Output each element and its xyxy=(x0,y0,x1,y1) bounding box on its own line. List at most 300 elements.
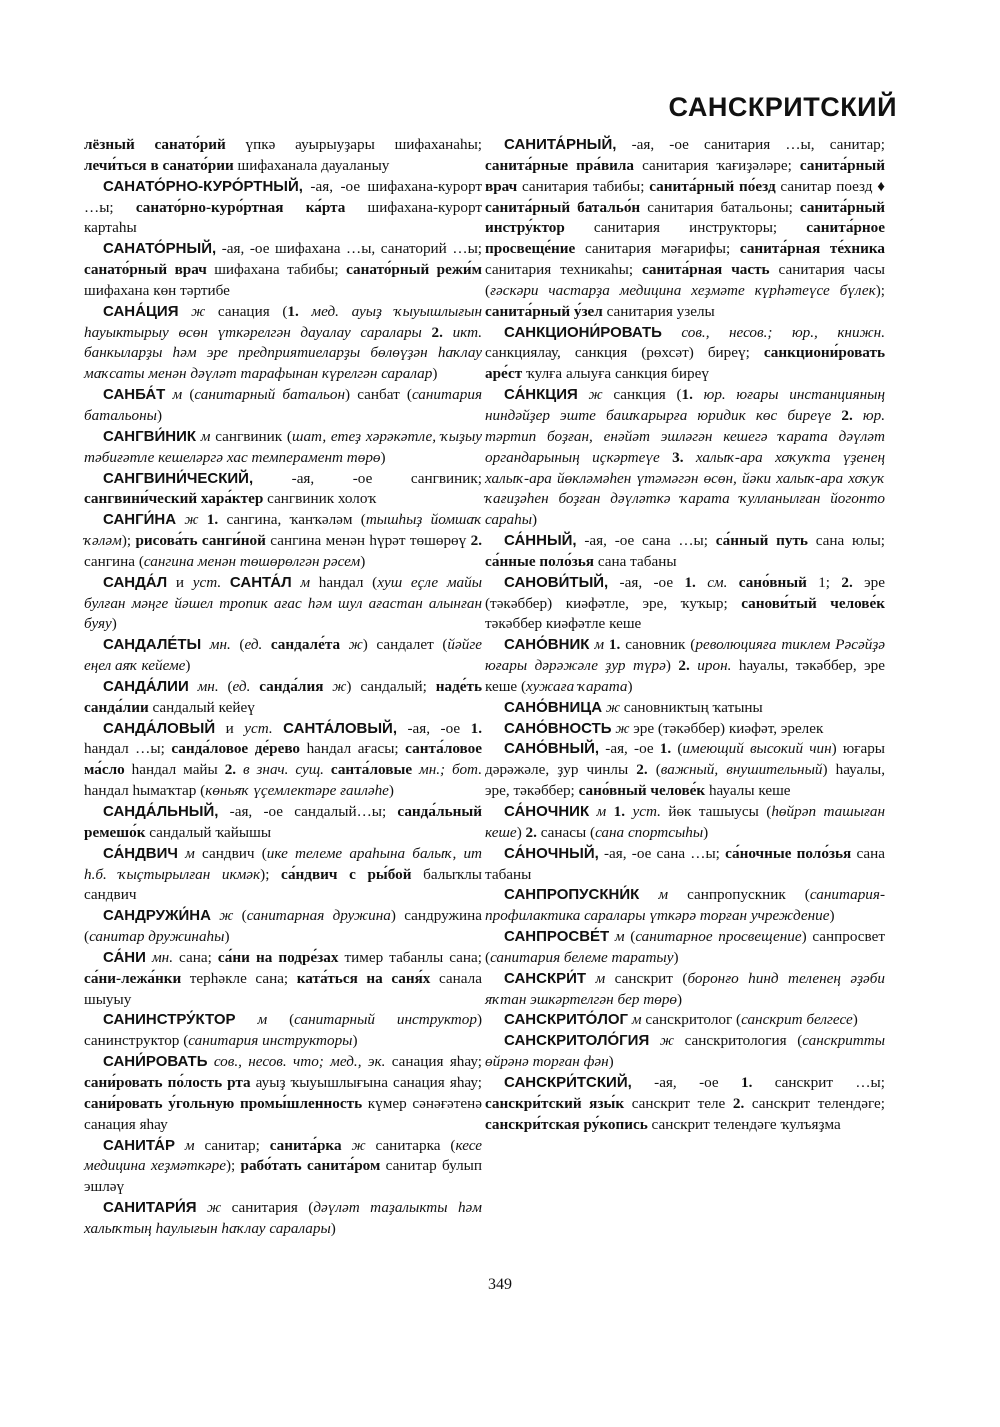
entry-text: шифахана табибы; xyxy=(206,261,347,279)
headword: САНИТА́Р xyxy=(103,1136,175,1154)
italic-note: санитарный инструктор xyxy=(294,1011,477,1029)
entry-text xyxy=(412,761,419,778)
dictionary-entry xyxy=(84,510,482,573)
headword: СА́ННЫЙ, xyxy=(504,532,577,550)
entry-text: сановниктың ҡатыны xyxy=(619,698,763,716)
italic-note: ике телеме араһына балыҡ, ит һ.б. ҡыҫтырылған икмәк xyxy=(84,844,482,883)
entry-text xyxy=(443,324,453,341)
entry-text: санитария мәғарифы; xyxy=(575,240,740,258)
headword: САНТА́ЛОВЫЙ, xyxy=(283,719,397,737)
example-phrase: 2. xyxy=(732,1094,745,1112)
entry-text: ) xyxy=(352,1032,358,1050)
headword: СА́НОЧНЫЙ, xyxy=(504,844,599,862)
italic-note: юр. юғары инстанцияның ниндәйҙер эште башҡарырға юридик көс биреүе xyxy=(485,386,885,424)
entry-text: и xyxy=(215,719,245,737)
entry-text: санитар; xyxy=(194,1136,270,1154)
dictionary-entry xyxy=(84,1136,482,1199)
italic-note: шат, етеҙ хәрәкәтле, ҡыҙыу тәбиғәтле кешеләргә хас темперамент төрө xyxy=(84,427,483,466)
italic-note: дәүләт таҙалыкты һәм халыҡтың һаулығын һаҡлау саралары xyxy=(84,1199,482,1237)
example-phrase: 1. xyxy=(681,386,693,404)
italic-note: сов., несов. что; мед., эк. xyxy=(213,1053,386,1071)
dictionary-entry xyxy=(84,177,482,240)
headword: САНО́ВНОСТЬ xyxy=(504,719,612,737)
entry-text xyxy=(853,407,863,424)
entry-text: шифахана-курорт картаһы xyxy=(84,198,482,237)
entry-text xyxy=(445,761,452,778)
entry-text xyxy=(772,324,791,341)
entry-text: и xyxy=(167,573,193,591)
entry-text xyxy=(422,324,432,341)
entry-text: санитар булып эшләү xyxy=(84,1157,482,1196)
italic-note: һөйрәп ташыған кеше xyxy=(485,803,886,841)
italic-note: ед. xyxy=(244,636,263,654)
entry-text xyxy=(662,324,681,341)
headword: САНО́ВНЫЙ, xyxy=(504,740,600,758)
dictionary-entry xyxy=(84,239,482,302)
italic-note: ж xyxy=(332,677,347,695)
entry-text xyxy=(696,574,707,591)
entry-text: ) сандалет ( xyxy=(362,636,448,654)
headword: СА́НДВИЧ xyxy=(103,844,178,862)
entry-text: ( xyxy=(230,636,245,654)
entry-text: ( xyxy=(647,761,661,779)
entry-text: санпропускник ( xyxy=(668,886,810,904)
italic-note: м xyxy=(595,969,606,987)
headword: САНАТО́РНЫЙ, xyxy=(103,240,217,258)
italic-note: ж xyxy=(588,386,603,404)
entry-text: санитар поезд ♦ xyxy=(775,177,885,195)
page-number: 349 xyxy=(488,1276,512,1293)
entry-text: 1; xyxy=(806,573,842,591)
entry-text: -ая, -ое xyxy=(631,1073,741,1091)
entry-text: сангвиник ( xyxy=(210,427,292,445)
italic-note: уст. xyxy=(632,803,661,820)
example-phrase: са́ндвич с ры́бой xyxy=(281,865,412,883)
entry-text: санация яһау; xyxy=(385,1053,482,1071)
entry-text: сангина ( xyxy=(84,552,144,570)
example-phrase: ката́ться на саня́х xyxy=(296,969,431,987)
entry-text: һандал ағасы; xyxy=(300,740,406,758)
entry-text xyxy=(586,970,595,987)
dictionary-entry xyxy=(485,385,885,531)
italic-note: важный, внушительный xyxy=(660,761,823,779)
entry-text xyxy=(178,303,191,320)
italic-note: ж xyxy=(351,1136,366,1154)
italic-note: санитарная дружина xyxy=(246,907,391,925)
entry-text: ( xyxy=(233,907,247,925)
entry-text: ( xyxy=(182,386,195,404)
entry-text: санитария ( xyxy=(221,1199,314,1217)
headword: САНДА́ЛОВЫЙ xyxy=(103,719,216,737)
entry-text: ) xyxy=(380,448,386,466)
italic-note: мед. ауыҙ ҡыуышлығын һауыктырыу өсөн үткәрелгән дауалау саралары xyxy=(84,302,482,341)
headword: САНО́ВНИЦА xyxy=(504,698,603,716)
entry-text: ) xyxy=(516,823,526,841)
headword: САНАТО́РНО-КУРО́РТНЫЙ, xyxy=(103,177,303,195)
dictionary-entry xyxy=(485,135,885,323)
italic-note: ж xyxy=(605,698,620,716)
entry-text: һауалы, тәкәббер, эре кеше ( xyxy=(485,657,886,695)
entry-text xyxy=(693,386,704,403)
entry-text: сангина менән һүрәт төшөрөү xyxy=(265,532,471,550)
headword: СА́НКЦИЯ xyxy=(504,386,578,404)
italic-note: ирон. xyxy=(697,657,732,675)
headword: САНДА́ЛИИ xyxy=(103,677,189,695)
entry-text: санация ( xyxy=(205,302,288,320)
italic-note: икт. банкыларҙы һәм эре предприятиеларҙы бөлөүҙән һаҡлау маҡсаты менән дәүләт тарафынан күрелгән саралар xyxy=(84,323,483,383)
entry-text: һандал …ы; xyxy=(84,740,172,758)
dictionary-entry xyxy=(485,1073,885,1136)
entry-text xyxy=(299,303,312,320)
dictionary-entry xyxy=(84,1052,482,1135)
entry-text: ) xyxy=(852,1011,858,1029)
entry-text: сандвич ( xyxy=(194,844,267,862)
entry-text: сана табаны xyxy=(485,844,885,883)
entry-text: ) xyxy=(111,615,117,633)
example-phrase: лёзный санато́рий xyxy=(84,136,226,153)
entry-text: -ая, -ое xyxy=(599,740,660,758)
example-phrase: санскри́тская ру́копись xyxy=(485,1115,648,1133)
italic-note: м xyxy=(257,1011,268,1029)
dictionary-entry xyxy=(84,385,482,427)
entry-text: -ая, -ое сандалый…ы; xyxy=(218,803,398,820)
example-phrase: санта́ловые xyxy=(330,761,413,779)
italic-note: м xyxy=(184,1136,195,1154)
headword: САНДА́Л xyxy=(103,573,168,591)
entry-text: сановник ( xyxy=(620,636,696,654)
italic-note: м xyxy=(300,573,311,591)
italic-note: санскритты өйрәнә торған фән xyxy=(485,1032,885,1071)
italic-note: сангина менән төшөрөлгән рәсем xyxy=(143,552,361,570)
example-phrase: сангвини́ческий хара́ктер xyxy=(84,490,264,508)
dictionary-entry xyxy=(84,677,482,719)
italic-note: санитария-профилактика саралары үткәрә торған учреждение xyxy=(485,886,885,925)
headword: САНИНСТРУ́КТОР xyxy=(103,1011,236,1029)
example-phrase: сани́ровать по́лость рта xyxy=(84,1073,251,1091)
entry-text xyxy=(197,1199,207,1216)
example-phrase: санита́рный батальо́н xyxy=(485,198,641,216)
entry-text: ) xyxy=(360,552,366,570)
example-phrase: сани́ровать у́гольную промы́шленность xyxy=(84,1094,363,1112)
entry-text xyxy=(201,636,210,653)
dictionary-entry xyxy=(485,1010,885,1031)
headword: САНКЦИОНИ́РОВАТЬ xyxy=(504,323,662,341)
entry-text: -ая, -ое сана …ы; xyxy=(598,844,726,862)
italic-note: көньяҡ үҫемлектәре ғаиләһе xyxy=(205,782,389,800)
dictionary-entry xyxy=(485,635,885,698)
example-phrase: санита́рное просвеще́ние xyxy=(485,219,885,258)
entry-text: санитария батальоны; xyxy=(640,198,800,216)
entry-text xyxy=(262,636,271,653)
entry-text: санскритология ( xyxy=(674,1032,803,1050)
entry-text: ауыҙ ҡыуышлығына санация яһау; xyxy=(250,1073,482,1091)
example-phrase: 3. xyxy=(672,448,684,466)
entry-text xyxy=(639,886,658,903)
entry-text: ) санпросвет ( xyxy=(485,928,886,966)
entry-text: ) xyxy=(703,823,709,841)
headword: САНИТАРИ́Я xyxy=(103,1199,197,1217)
example-phrase: лечи́ться в санато́рии xyxy=(84,156,234,174)
dictionary-entry xyxy=(485,531,885,573)
entry-text: ҡулға алыуға санкция биреү xyxy=(522,365,709,383)
entry-text xyxy=(175,1137,185,1154)
entry-text xyxy=(236,1011,258,1028)
example-phrase: сандале́та xyxy=(270,636,341,654)
entry-text: санитария узелы xyxy=(602,302,715,320)
italic-note: ж xyxy=(207,1199,222,1217)
entry-text: ) xyxy=(608,1053,614,1071)
headword: САНДА́ЛЬНЫЙ, xyxy=(103,803,219,820)
headword: САНО́ВНИК xyxy=(504,636,590,654)
entry-text: ) xyxy=(432,365,438,383)
headword: САНГВИНИ́ЧЕСКИЙ, xyxy=(103,469,254,487)
entry-text: ) сандружина ( xyxy=(84,907,483,946)
entry-text: ) xyxy=(224,928,230,946)
headword: САНИТА́РНЫЙ, xyxy=(504,136,617,153)
example-phrase: санита́рная часть xyxy=(642,261,770,279)
entry-text: сана; xyxy=(173,948,218,966)
italic-note: хужаға ҡарата xyxy=(526,677,628,695)
italic-note: санитарный батальон xyxy=(194,386,346,404)
example-phrase: санита́рный инстру́ктор xyxy=(485,198,885,237)
entry-text xyxy=(250,678,259,695)
example-phrase: 2. xyxy=(470,532,482,550)
entry-text: сана табаны xyxy=(594,552,677,570)
entry-text: йөк ташыусы ( xyxy=(660,803,772,820)
entry-text: эре (тәкәббер) киәфәт, эрелек xyxy=(629,719,824,737)
entry-text: ) xyxy=(185,657,191,675)
example-phrase: 1. xyxy=(613,803,626,820)
example-phrase: санскри́тский язы́к xyxy=(485,1094,625,1112)
entry-text xyxy=(589,803,596,820)
example-phrase: сано́вный челове́к xyxy=(578,782,706,800)
italic-note: уст. xyxy=(192,573,222,591)
entry-text: санскрит теле xyxy=(624,1094,733,1112)
example-phrase: санта́ловое ма́сло xyxy=(84,740,482,779)
example-phrase: са́ни на подре́зах xyxy=(217,948,339,966)
example-phrase: наде́ть санда́лии xyxy=(84,677,482,716)
entry-text xyxy=(606,803,613,820)
entry-text: ); xyxy=(875,281,885,299)
italic-note: ғәскәри частарҙа медицина хеҙмәте күрһәтеүсе бүлек xyxy=(490,281,876,299)
entry-text: тимер табанлы сана; xyxy=(338,948,482,966)
example-phrase: са́ночные поло́зья xyxy=(725,844,852,862)
italic-note: ж xyxy=(659,1032,674,1050)
dictionary-entry xyxy=(485,719,885,740)
entry-text xyxy=(323,678,332,695)
entry-text: һандал ( xyxy=(310,573,378,591)
dictionary-entry xyxy=(485,969,885,1011)
entry-text: ) һауалы, эре, тәкәббер; xyxy=(485,761,886,800)
headword: СА́НОЧНИК xyxy=(504,803,590,820)
entry-text: ) xyxy=(829,907,835,925)
entry-text: сангвиник холоҡ xyxy=(263,490,377,508)
example-phrase: санови́тый челове́к xyxy=(741,594,885,612)
example-phrase: санкциони́ровать аре́ст xyxy=(485,344,885,383)
dictionary-entry xyxy=(485,739,885,802)
italic-note: ед. xyxy=(232,677,251,695)
example-phrase: 1. xyxy=(206,511,219,529)
dictionary-entry xyxy=(485,323,885,386)
dictionary-entry xyxy=(84,135,482,177)
headword: САНГВИ́НИК xyxy=(103,427,197,445)
entry-text: ) xyxy=(677,990,683,1008)
dictionary-entry xyxy=(485,927,885,969)
entry-text: ) xyxy=(665,657,679,675)
example-phrase: 2. xyxy=(431,323,443,341)
headword: САНБА́Т xyxy=(103,386,166,404)
entry-text: ) юғары дәрәжәле, ҙур чинлы xyxy=(485,740,886,779)
entry-text: санитария ҡағиҙәләре; xyxy=(634,156,800,174)
entry-text: һандал майы xyxy=(124,761,225,779)
example-phrase: 2. xyxy=(841,573,853,591)
example-phrase: 1. xyxy=(684,573,696,591)
example-phrase: 1. xyxy=(287,302,299,320)
entry-text xyxy=(199,511,207,528)
italic-note: санитария батальоны xyxy=(84,386,483,424)
italic-note: санитария инструкторы xyxy=(188,1032,353,1050)
headword: САНСКРИ́Т xyxy=(504,969,587,987)
headword: САНГИ́НА xyxy=(103,511,177,529)
example-phrase: санда́ловое де́рево xyxy=(171,740,301,758)
entry-text xyxy=(211,907,219,924)
dictionary-entry xyxy=(84,906,482,948)
headword: САНПРОПУСКНИ́К xyxy=(504,886,640,904)
italic-note: ж xyxy=(615,719,630,737)
dictionary-entry xyxy=(84,573,482,636)
entry-text: ( xyxy=(267,1011,295,1029)
italic-note: бот. xyxy=(452,761,482,779)
entry-text: сангина, ҡанҡәләм ( xyxy=(218,511,366,529)
dictionary-entry xyxy=(485,573,885,636)
italic-note: тышһыҙ йомшаҡ ҡәләм xyxy=(84,511,482,550)
italic-note: ж xyxy=(184,511,199,529)
italic-note: санитарное просвещение xyxy=(635,928,802,946)
entry-text: сандалый ҡайышы xyxy=(145,823,272,841)
entry-text: санитария табибы; xyxy=(517,177,650,195)
dictionary-entry xyxy=(84,302,482,385)
entry-text xyxy=(649,1032,660,1049)
entry-text: ); xyxy=(260,865,282,883)
example-phrase: са́нные поло́зья xyxy=(485,552,595,570)
example-phrase: рабо́тать санита́ром xyxy=(240,1157,381,1175)
entry-text: ) санинструктор ( xyxy=(84,1011,482,1050)
dictionary-entry xyxy=(485,698,885,719)
right-column xyxy=(485,135,885,1136)
headword: САНА́ЦИЯ xyxy=(103,302,179,320)
italic-note: м xyxy=(200,427,211,445)
left-column xyxy=(84,135,482,1240)
headword: СА́НИ xyxy=(103,948,146,966)
dictionary-entry xyxy=(485,802,885,844)
italic-note: сана спортсыһы xyxy=(595,823,704,841)
italic-note: сов., несов.; xyxy=(681,323,773,341)
entry-text xyxy=(660,449,672,466)
example-phrase: санато́рный режи́м xyxy=(346,261,482,279)
example-phrase: санита́рный у́зел xyxy=(485,302,603,320)
entry-text xyxy=(831,407,841,424)
headword: САНСКРИТОЛО́ГИЯ xyxy=(504,1032,650,1050)
entry-text: һауалы кеше xyxy=(705,782,791,800)
entry-text: һандал һымаҡтар ( xyxy=(84,782,206,800)
dictionary-entry xyxy=(84,844,482,907)
example-phrase: 1. xyxy=(470,719,482,737)
entry-text: -ая, -ое санитария …ы, санитар; xyxy=(616,136,885,153)
entry-text: ( xyxy=(218,677,233,695)
italic-note: санитар дружинаһы xyxy=(89,928,225,946)
italic-note: имеющий высокий чин xyxy=(682,740,832,758)
entry-text: -ая, -ое xyxy=(397,719,471,737)
example-phrase: 2. xyxy=(636,761,648,779)
entry-text xyxy=(221,574,230,591)
entry-text xyxy=(727,574,738,591)
entry-text: ); xyxy=(225,1157,241,1175)
dictionary-entry xyxy=(485,844,885,886)
italic-note: мн. xyxy=(197,677,219,695)
example-phrase: санита́рный по́езд xyxy=(649,177,776,195)
entry-text xyxy=(342,1137,352,1154)
entry-text: шифаханала дауаланыу xyxy=(233,156,390,174)
italic-note: см. xyxy=(707,573,728,591)
entry-text xyxy=(340,636,349,653)
dictionary-entry xyxy=(84,1010,482,1052)
entry-text: ) xyxy=(156,406,162,424)
italic-note: м xyxy=(596,803,607,820)
example-phrase: санита́рка xyxy=(269,1136,342,1154)
entry-text: санитария часы ( xyxy=(485,261,885,299)
entry-text xyxy=(683,449,695,466)
entry-text: ( xyxy=(624,928,636,946)
entry-text: сана юлы; xyxy=(807,532,885,550)
headword: САНДАЛЕ́ТЫ xyxy=(103,636,202,654)
dictionary-entry xyxy=(84,635,482,677)
italic-note: санскрит белгесе xyxy=(741,1011,853,1029)
example-phrase: санита́рный врач xyxy=(485,156,885,195)
entry-text: -ая, -ое сангвиник; xyxy=(253,469,482,487)
dictionary-entry xyxy=(485,885,885,927)
example-phrase: 1. xyxy=(659,740,672,758)
entry-text: санскритолог ( xyxy=(641,1011,742,1029)
example-phrase: 2. xyxy=(678,657,690,675)
entry-text: терһәкле сана; xyxy=(181,969,297,987)
italic-note: боронғо һинд теленең әҙәби яҡтан эшкәртелгән бер төрө xyxy=(485,969,885,1008)
entry-text: күмер сәнәғәтенә санация яһау xyxy=(84,1094,482,1133)
example-phrase: 1. xyxy=(608,636,621,654)
entry-text: ) xyxy=(627,677,633,695)
italic-note: ж xyxy=(219,907,234,925)
entry-text: эре (тәкәббер) киәфәтле, эре, ҡуҡыр; xyxy=(485,573,885,612)
italic-note: мн. xyxy=(151,948,173,966)
italic-note: юр. тәртип боҙған, енәйәт эшләгән кешегә ҡарата дәүләт органдарының иҫкәртеүе xyxy=(485,406,886,466)
entry-text xyxy=(165,386,172,403)
headword: САНТА́Л xyxy=(229,573,292,591)
example-phrase: санита́рная те́хника xyxy=(739,240,885,258)
italic-note: ж xyxy=(348,636,363,654)
italic-note: санитария белеме таратыу xyxy=(490,948,674,966)
italic-note: м xyxy=(185,844,195,862)
example-phrase: санда́льный ремешо́к xyxy=(84,803,482,841)
italic-note: м xyxy=(631,1011,642,1029)
italic-note: юр., книжн. xyxy=(791,323,886,341)
italic-note: хуш еҫле майы булған мәңге йәшел тропик ағас һәм шул ағастан алынған буяу xyxy=(84,573,483,633)
entry-text: санскрит телендәге; xyxy=(744,1094,885,1112)
entry-text: санскрит ( xyxy=(605,969,688,987)
dictionary-entry xyxy=(84,469,482,511)
headword: САНДРУЖИ́НА xyxy=(103,907,211,925)
italic-note: йәйге еңел аяҡ кейеме xyxy=(84,636,483,675)
example-phrase: санато́рный врач xyxy=(84,261,207,279)
entry-text: сандалый кейеү xyxy=(148,698,255,716)
